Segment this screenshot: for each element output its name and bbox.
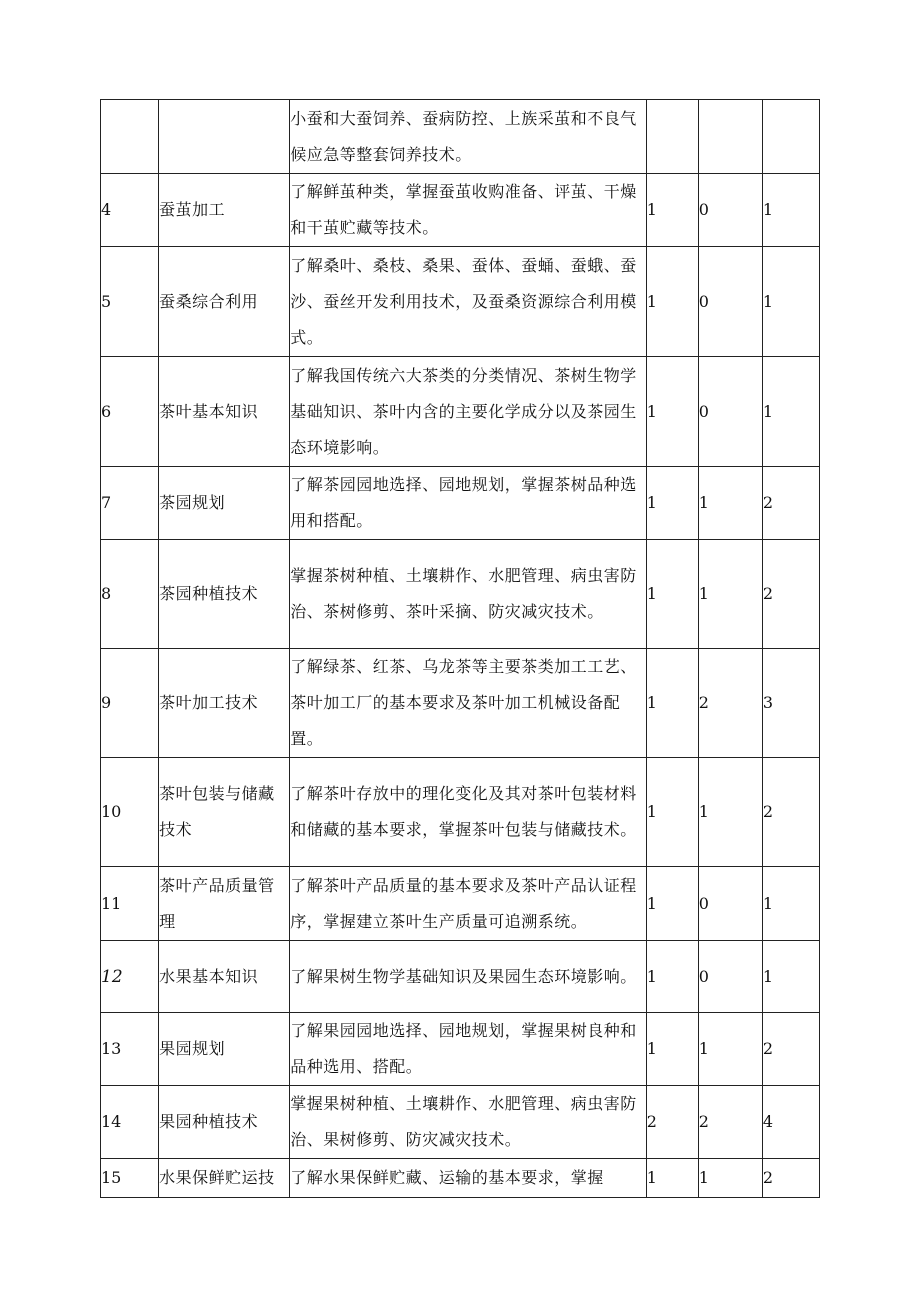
table-row	[101, 1086, 820, 1159]
row-value-2: 0	[698, 247, 762, 357]
row-number: 7	[101, 467, 159, 540]
row-value-1: 1	[646, 1159, 698, 1198]
row-value-3: 1	[762, 867, 819, 941]
row-topic: 水果保鲜贮运技	[159, 1159, 290, 1198]
row-number: 10	[101, 758, 159, 867]
table-row	[101, 174, 820, 247]
row-number: 4	[101, 174, 159, 247]
row-number: 6	[101, 357, 159, 467]
table-row	[101, 867, 820, 941]
row-value-2: 0	[698, 867, 762, 941]
row-value-3: 2	[762, 1013, 819, 1086]
row-value-2: 0	[698, 357, 762, 467]
row-number	[101, 100, 159, 174]
table-row	[101, 540, 820, 649]
row-value-3: 2	[762, 540, 819, 649]
row-description: 了解鲜茧种类，掌握蚕茧收购准备、评茧、干燥和干茧贮藏等技术。	[290, 174, 646, 247]
row-value-1: 1	[646, 758, 698, 867]
row-topic: 果园规划	[159, 1013, 290, 1086]
table-row	[101, 357, 820, 467]
row-value-2: 1	[698, 1013, 762, 1086]
row-description: 掌握茶树种植、土壤耕作、水肥管理、病虫害防治、茶树修剪、茶叶采摘、防灾减灾技术。	[290, 540, 646, 649]
row-topic: 茶园规划	[159, 467, 290, 540]
table-row	[101, 758, 820, 867]
row-number: 12	[101, 941, 159, 1013]
row-value-2: 1	[698, 1159, 762, 1198]
row-value-2: 0	[698, 174, 762, 247]
row-topic	[159, 100, 290, 174]
row-value-1: 1	[646, 174, 698, 247]
row-description: 了解茶园园地选择、园地规划，掌握茶树品种选用和搭配。	[290, 467, 646, 540]
row-topic: 茶叶包装与储藏技术	[159, 758, 290, 867]
table-row	[101, 247, 820, 357]
row-value-2	[698, 100, 762, 174]
row-description: 了解水果保鲜贮藏、运输的基本要求，掌握	[290, 1159, 646, 1198]
row-number: 9	[101, 649, 159, 758]
row-description: 了解茶叶产品质量的基本要求及茶叶产品认证程序，掌握建立茶叶生产质量可追溯系统。	[290, 867, 646, 941]
row-topic: 水果基本知识	[159, 941, 290, 1013]
row-topic: 茶叶基本知识	[159, 357, 290, 467]
row-description: 了解我国传统六大茶类的分类情况、茶树生物学基础知识、茶叶内含的主要化学成分以及茶园生态环境影响。	[290, 357, 646, 467]
row-number: 11	[101, 867, 159, 941]
row-value-3: 2	[762, 758, 819, 867]
row-topic: 蚕桑综合利用	[159, 247, 290, 357]
row-value-1: 1	[646, 247, 698, 357]
row-topic: 茶园种植技术	[159, 540, 290, 649]
row-description: 了解桑叶、桑枝、桑果、蚕体、蚕蛹、蚕蛾、蚕沙、蚕丝开发利用技术，及蚕桑资源综合利用模式。	[290, 247, 646, 357]
row-topic: 茶叶加工技术	[159, 649, 290, 758]
row-number: 8	[101, 540, 159, 649]
row-value-1: 1	[646, 941, 698, 1013]
row-description: 了解果树生物学基础知识及果园生态环境影响。	[290, 941, 646, 1013]
table-row	[101, 649, 820, 758]
row-number: 15	[101, 1159, 159, 1198]
row-value-1	[646, 100, 698, 174]
row-value-3: 2	[762, 467, 819, 540]
table-row	[101, 941, 820, 1013]
row-description: 小蚕和大蚕饲养、蚕病防控、上族采茧和不良气候应急等整套饲养技术。	[290, 100, 646, 174]
row-number: 14	[101, 1086, 159, 1159]
row-value-1: 1	[646, 649, 698, 758]
row-value-3: 1	[762, 174, 819, 247]
row-value-3: 2	[762, 1159, 819, 1198]
row-description: 了解绿茶、红茶、乌龙茶等主要茶类加工工艺、茶叶加工厂的基本要求及茶叶加工机械设备配置。	[290, 649, 646, 758]
row-value-3: 1	[762, 357, 819, 467]
row-value-2: 2	[698, 649, 762, 758]
row-value-1: 2	[646, 1086, 698, 1159]
row-value-3: 1	[762, 247, 819, 357]
row-value-2: 1	[698, 467, 762, 540]
table-row	[101, 1159, 820, 1198]
row-value-3: 3	[762, 649, 819, 758]
row-value-2: 1	[698, 540, 762, 649]
table-row	[101, 100, 820, 174]
row-description: 了解果园园地选择、园地规划，掌握果树良种和品种选用、搭配。	[290, 1013, 646, 1086]
row-number: 13	[101, 1013, 159, 1086]
row-description: 掌握果树种植、土壤耕作、水肥管理、病虫害防治、果树修剪、防灾减灾技术。	[290, 1086, 646, 1159]
row-number: 5	[101, 247, 159, 357]
row-description: 了解茶叶存放中的理化变化及其对茶叶包装材料和储藏的基本要求，掌握茶叶包装与储藏技术。	[290, 758, 646, 867]
table-row	[101, 467, 820, 540]
row-topic: 果园种植技术	[159, 1086, 290, 1159]
row-value-2: 0	[698, 941, 762, 1013]
row-value-1: 1	[646, 1013, 698, 1086]
row-topic: 茶叶产品质量管理	[159, 867, 290, 941]
row-value-3: 4	[762, 1086, 819, 1159]
row-value-1: 1	[646, 540, 698, 649]
row-value-1: 1	[646, 357, 698, 467]
course-table	[100, 99, 820, 1198]
row-topic: 蚕茧加工	[159, 174, 290, 247]
row-value-3	[762, 100, 819, 174]
table-row	[101, 1013, 820, 1086]
row-value-1: 1	[646, 867, 698, 941]
row-value-2: 1	[698, 758, 762, 867]
row-value-1: 1	[646, 467, 698, 540]
row-value-3: 1	[762, 941, 819, 1013]
row-value-2: 2	[698, 1086, 762, 1159]
